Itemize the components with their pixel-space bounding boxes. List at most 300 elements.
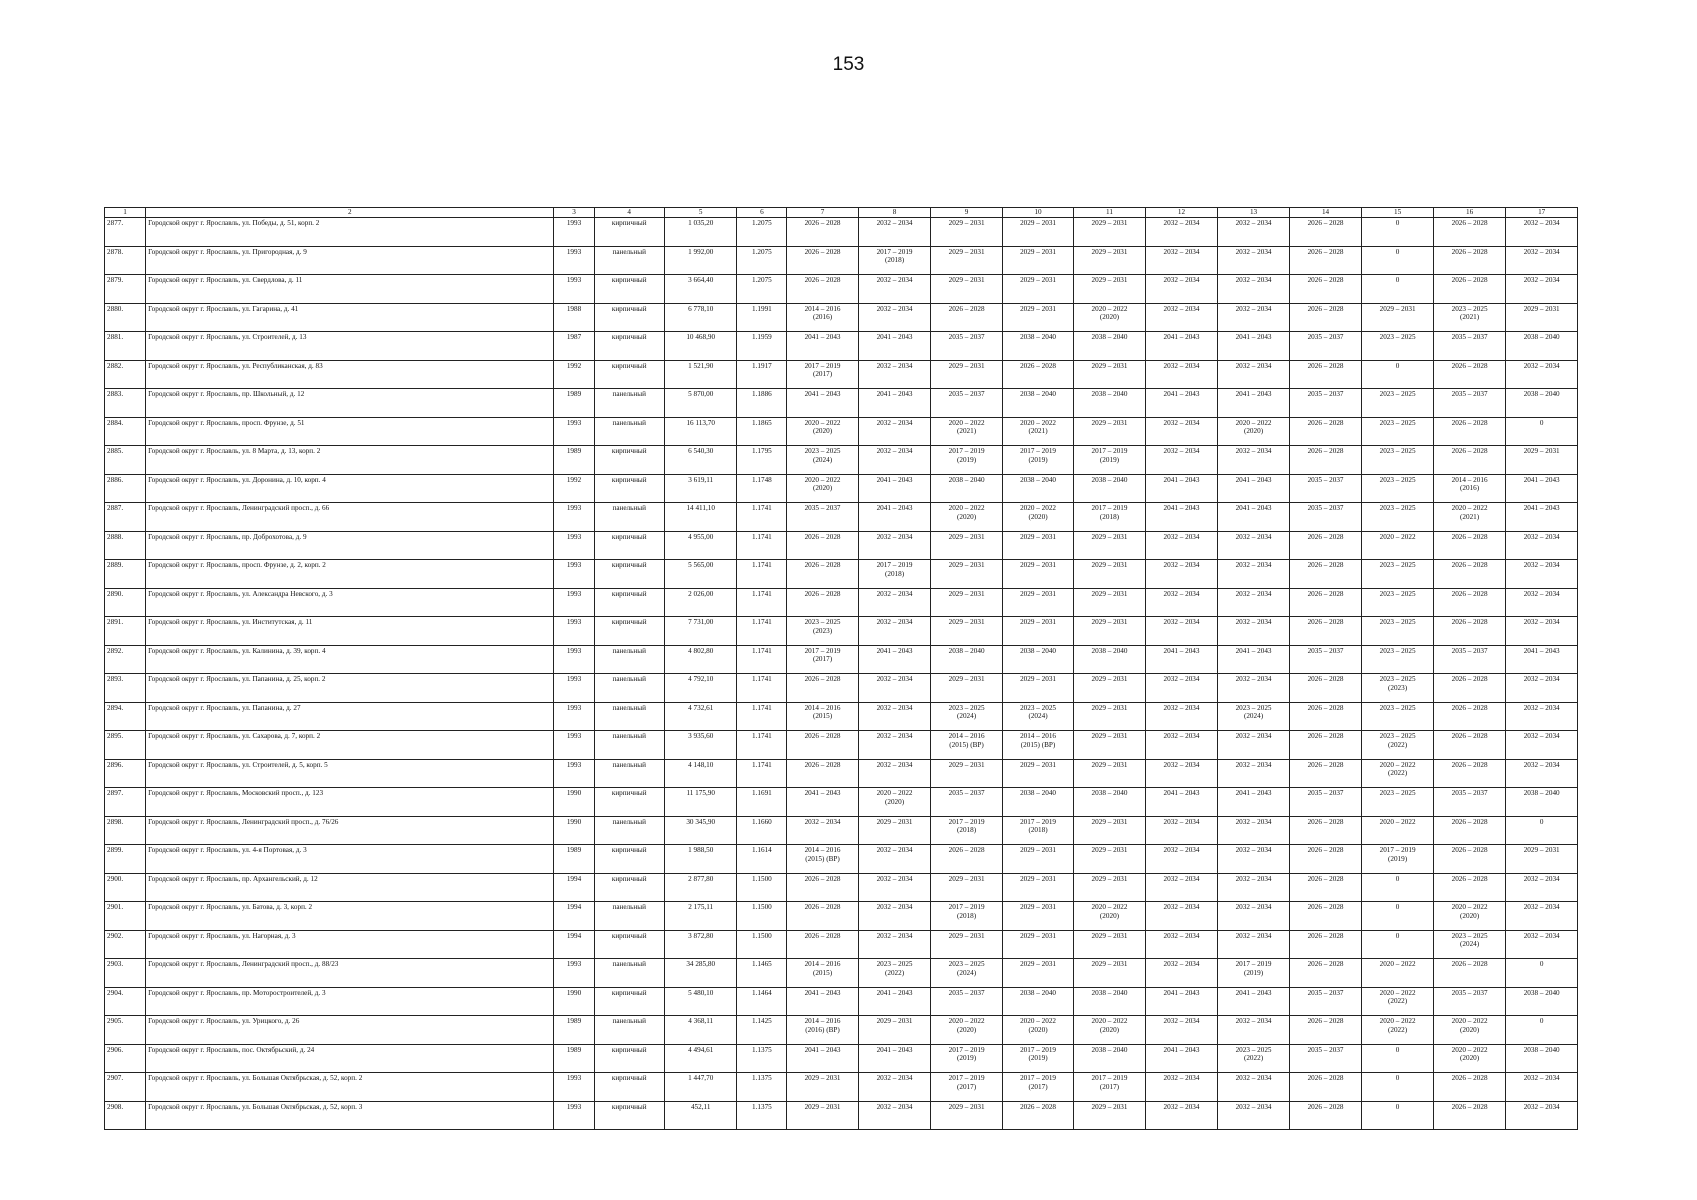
period-col-17-cell: 2032 – 2034	[1506, 930, 1578, 959]
wall-material-cell: панельный	[594, 1016, 664, 1045]
area-cell: 4 494,61	[664, 1044, 737, 1073]
period-col-8-cell: 2041 – 2043	[858, 332, 931, 361]
wall-material-cell: кирпичный	[594, 332, 664, 361]
table-row	[105, 674, 1578, 703]
period-col-16-cell	[1433, 303, 1506, 332]
period-note: (2020)	[1099, 313, 1120, 322]
period-note: (2024)	[956, 968, 977, 977]
year-built-cell: 1994	[554, 873, 594, 902]
period-col-13-cell: 2041 – 2043	[1218, 645, 1289, 674]
period-range: 2017 – 2019	[948, 903, 985, 911]
period-col-14-cell: 2035 – 2037	[1289, 474, 1362, 503]
period-col-12-cell: 2032 – 2034	[1145, 617, 1218, 646]
period-col-16-cell	[1433, 1016, 1506, 1045]
period-note: (2018)	[884, 256, 905, 265]
period-note: (2023)	[1387, 683, 1408, 692]
row-number-cell: 2907.	[105, 1073, 146, 1102]
period-col-9-cell: 2038 – 2040	[931, 645, 1002, 674]
period-col-17-cell: 2032 – 2034	[1506, 588, 1578, 617]
period-col-8-cell: 2032 – 2034	[858, 873, 931, 902]
period-col-9-cell: 2029 – 2031	[931, 1101, 1002, 1130]
period-col-14-cell: 2026 – 2028	[1289, 1101, 1362, 1130]
row-number-cell: 2890.	[105, 588, 146, 617]
period-col-17-cell: 2032 – 2034	[1506, 531, 1578, 560]
wall-material-cell: кирпичный	[594, 1073, 664, 1102]
period-col-17-cell: 2032 – 2034	[1506, 1101, 1578, 1130]
period-col-15-cell	[1362, 1016, 1433, 1045]
column-number-header: 5	[664, 208, 737, 218]
year-built-cell: 1987	[554, 332, 594, 361]
period-col-13-cell: 2041 – 2043	[1218, 788, 1289, 817]
period-range: 2020 – 2022	[1020, 1017, 1056, 1025]
period-col-11-cell	[1074, 1016, 1145, 1045]
period-col-8-cell: 2032 – 2034	[858, 303, 931, 332]
year-built-cell: 1993	[554, 959, 594, 988]
year-built-cell: 1992	[554, 474, 594, 503]
period-range: 2023 – 2025	[948, 703, 985, 712]
year-built-cell: 1992	[554, 360, 594, 389]
period-col-16-cell: 2026 – 2028	[1433, 674, 1506, 703]
period-col-10-cell: 2029 – 2031	[1002, 759, 1073, 788]
row-number-cell: 2904.	[105, 987, 146, 1016]
area-cell: 1 521,90	[664, 360, 737, 389]
period-col-12-cell: 2032 – 2034	[1145, 417, 1218, 446]
period-col-17-cell: 2032 – 2034	[1506, 246, 1578, 275]
period-note: (2017)	[1099, 1082, 1120, 1091]
wall-material-cell: панельный	[594, 816, 664, 845]
period-col-17-cell: 2041 – 2043	[1506, 474, 1578, 503]
area-cell: 4 368,11	[664, 1016, 737, 1045]
period-col-9-cell: 2029 – 2031	[931, 275, 1002, 304]
period-range: 2020 – 2022	[1091, 1017, 1128, 1025]
area-cell: 452,11	[664, 1101, 737, 1130]
period-col-15-cell	[1362, 674, 1433, 703]
wall-material-cell: кирпичный	[594, 987, 664, 1016]
period-col-14-cell: 2026 – 2028	[1289, 560, 1362, 589]
address-cell: Городской округ г. Ярославль, пос. Октябрьский, д. 24	[146, 1044, 554, 1073]
table-row	[105, 902, 1578, 931]
area-cell: 10 468,90	[664, 332, 737, 361]
wall-material-cell: кирпичный	[594, 303, 664, 332]
coefficient-cell: 1.1741	[737, 503, 787, 532]
period-col-15-cell: 0	[1362, 902, 1433, 931]
period-col-9-cell: 2035 – 2037	[931, 788, 1002, 817]
column-number-header: 9	[931, 208, 1002, 218]
table-row	[105, 560, 1578, 589]
area-cell: 4 732,61	[664, 702, 737, 731]
coefficient-cell: 1.2075	[737, 218, 787, 247]
table-row	[105, 617, 1578, 646]
period-col-9-cell: 2029 – 2031	[931, 246, 1002, 275]
period-col-17-cell: 2032 – 2034	[1506, 873, 1578, 902]
period-col-8-cell: 2029 – 2031	[858, 1016, 931, 1045]
year-built-cell: 1993	[554, 417, 594, 446]
area-cell: 6 540,30	[664, 446, 737, 475]
period-note: (2020)	[812, 484, 833, 493]
period-col-11-cell	[1074, 503, 1145, 532]
period-col-10-cell: 2029 – 2031	[1002, 674, 1073, 703]
period-col-13-cell: 2032 – 2034	[1218, 1016, 1289, 1045]
period-col-11-cell: 2038 – 2040	[1074, 389, 1145, 418]
period-col-8-cell: 2032 – 2034	[858, 218, 931, 247]
wall-material-cell: кирпичный	[594, 617, 664, 646]
period-col-7-cell: 2041 – 2043	[787, 987, 858, 1016]
period-col-10-cell: 2029 – 2031	[1002, 902, 1073, 931]
row-number-cell: 2892.	[105, 645, 146, 674]
wall-material-cell: панельный	[594, 959, 664, 988]
row-number-cell: 2894.	[105, 702, 146, 731]
period-col-17-cell: 2032 – 2034	[1506, 218, 1578, 247]
period-note: (2017)	[812, 655, 833, 664]
period-col-14-cell: 2035 – 2037	[1289, 788, 1362, 817]
period-note: (2018)	[956, 826, 977, 835]
year-built-cell: 1993	[554, 702, 594, 731]
period-col-15-cell	[1362, 759, 1433, 788]
period-col-17-cell: 2038 – 2040	[1506, 332, 1578, 361]
period-note: (2024)	[956, 712, 977, 721]
period-col-15-cell: 0	[1362, 1101, 1433, 1130]
year-built-cell: 1990	[554, 987, 594, 1016]
column-number-header: 7	[787, 208, 858, 218]
period-col-8-cell: 2032 – 2034	[858, 617, 931, 646]
address-cell: Городской округ г. Ярославль, ул. Нагорная, д. 3	[146, 930, 554, 959]
period-col-12-cell: 2032 – 2034	[1145, 731, 1218, 760]
period-col-15-cell: 0	[1362, 246, 1433, 275]
period-col-13-cell: 2032 – 2034	[1218, 303, 1289, 332]
period-col-12-cell: 2032 – 2034	[1145, 218, 1218, 247]
period-col-8-cell	[858, 560, 931, 589]
period-col-14-cell: 2026 – 2028	[1289, 617, 1362, 646]
period-col-12-cell: 2032 – 2034	[1145, 845, 1218, 874]
wall-material-cell: кирпичный	[594, 1101, 664, 1130]
period-note: (2016)	[1459, 484, 1480, 493]
period-note: (2018)	[1099, 512, 1120, 521]
period-col-15-cell: 0	[1362, 930, 1433, 959]
row-number-cell: 2885.	[105, 446, 146, 475]
period-col-13-cell: 2032 – 2034	[1218, 218, 1289, 247]
column-number-header: 6	[737, 208, 787, 218]
period-col-7-cell	[787, 1016, 858, 1045]
period-col-13-cell: 2032 – 2034	[1218, 674, 1289, 703]
table-row	[105, 417, 1578, 446]
period-col-15-cell: 0	[1362, 218, 1433, 247]
period-col-13-cell: 2032 – 2034	[1218, 617, 1289, 646]
area-cell: 1 992,00	[664, 246, 737, 275]
period-col-16-cell	[1433, 1044, 1506, 1073]
period-range: 2017 – 2019	[804, 361, 841, 370]
period-col-16-cell: 2026 – 2028	[1433, 845, 1506, 874]
period-col-9-cell: 2026 – 2028	[931, 303, 1002, 332]
year-built-cell: 1989	[554, 845, 594, 874]
row-number-cell: 2905.	[105, 1016, 146, 1045]
table-row	[105, 845, 1578, 874]
table-row	[105, 930, 1578, 959]
table-row	[105, 645, 1578, 674]
period-col-14-cell: 2026 – 2028	[1289, 930, 1362, 959]
period-note: (2020)	[956, 512, 977, 521]
address-cell: Городской округ г. Ярославль, ул. Папанина, д. 27	[146, 702, 554, 731]
period-col-9-cell	[931, 959, 1002, 988]
period-col-15-cell: 2023 – 2025	[1362, 332, 1433, 361]
period-col-17-cell: 2032 – 2034	[1506, 902, 1578, 931]
period-col-14-cell: 2026 – 2028	[1289, 959, 1362, 988]
coefficient-cell: 1.1375	[737, 1044, 787, 1073]
period-col-16-cell: 2026 – 2028	[1433, 218, 1506, 247]
year-built-cell: 1989	[554, 446, 594, 475]
period-col-11-cell: 2029 – 2031	[1074, 1101, 1145, 1130]
year-built-cell: 1993	[554, 645, 594, 674]
year-built-cell: 1993	[554, 1101, 594, 1130]
period-range: 2014 – 2016	[804, 960, 841, 968]
table-body	[105, 218, 1578, 1130]
period-col-12-cell: 2032 – 2034	[1145, 759, 1218, 788]
coefficient-cell: 1.1691	[737, 788, 787, 817]
period-col-11-cell: 2029 – 2031	[1074, 731, 1145, 760]
row-number-cell: 2896.	[105, 759, 146, 788]
period-col-14-cell: 2035 – 2037	[1289, 332, 1362, 361]
wall-material-cell: кирпичный	[594, 531, 664, 560]
area-cell: 34 285,80	[664, 959, 737, 988]
year-built-cell: 1994	[554, 902, 594, 931]
period-range: 2017 – 2019	[1091, 504, 1128, 512]
period-note: (2018)	[884, 569, 905, 578]
coefficient-cell: 1.1741	[737, 759, 787, 788]
period-col-16-cell: 2026 – 2028	[1433, 617, 1506, 646]
period-col-16-cell: 2026 – 2028	[1433, 531, 1506, 560]
period-col-12-cell: 2032 – 2034	[1145, 930, 1218, 959]
column-number-header: 1	[105, 208, 146, 218]
period-col-14-cell: 2035 – 2037	[1289, 645, 1362, 674]
period-col-10-cell: 2038 – 2040	[1002, 788, 1073, 817]
address-cell: Городской округ г. Ярославль, ул. Свердлова, д. 11	[146, 275, 554, 304]
period-range: 2023 – 2025	[1235, 1045, 1272, 1054]
period-col-15-cell	[1362, 987, 1433, 1016]
wall-material-cell: кирпичный	[594, 588, 664, 617]
table-row	[105, 474, 1578, 503]
period-note: (2020)	[1459, 1054, 1480, 1063]
year-built-cell: 1990	[554, 816, 594, 845]
period-col-17-cell: 2032 – 2034	[1506, 275, 1578, 304]
period-range: 2017 – 2019	[876, 561, 913, 569]
area-cell: 3 935,60	[664, 731, 737, 760]
address-cell: Городской округ г. Ярославль, ул. 4-я Портовая, д. 3	[146, 845, 554, 874]
period-col-11-cell: 2029 – 2031	[1074, 759, 1145, 788]
period-col-10-cell: 2029 – 2031	[1002, 617, 1073, 646]
period-col-15-cell: 2020 – 2022	[1362, 959, 1433, 988]
address-cell: Городской округ г. Ярославль, просп. Фрунзе, д. 2, корп. 2	[146, 560, 554, 589]
period-col-12-cell: 2032 – 2034	[1145, 674, 1218, 703]
column-number-header: 17	[1506, 208, 1578, 218]
coefficient-cell: 1.1741	[737, 731, 787, 760]
period-col-7-cell: 2026 – 2028	[787, 873, 858, 902]
period-col-16-cell: 2026 – 2028	[1433, 759, 1506, 788]
period-col-10-cell: 2038 – 2040	[1002, 474, 1073, 503]
period-col-16-cell: 2035 – 2037	[1433, 332, 1506, 361]
period-note: (2021)	[1028, 427, 1048, 436]
period-range: 2023 – 2025	[804, 618, 841, 626]
period-col-11-cell	[1074, 1073, 1145, 1102]
row-number-cell: 2898.	[105, 816, 146, 845]
period-col-12-cell: 2041 – 2043	[1145, 332, 1218, 361]
period-col-7-cell: 2026 – 2028	[787, 531, 858, 560]
period-col-16-cell: 2026 – 2028	[1433, 246, 1506, 275]
period-col-17-cell: 2032 – 2034	[1506, 617, 1578, 646]
period-col-15-cell: 2023 – 2025	[1362, 588, 1433, 617]
coefficient-cell: 1.1917	[737, 360, 787, 389]
period-col-9-cell	[931, 1016, 1002, 1045]
period-col-13-cell	[1218, 959, 1289, 988]
table-row	[105, 588, 1578, 617]
period-col-9-cell	[931, 816, 1002, 845]
period-col-11-cell: 2029 – 2031	[1074, 845, 1145, 874]
period-col-15-cell: 2023 – 2025	[1362, 503, 1433, 532]
period-range: 2014 – 2016	[804, 1017, 841, 1025]
period-col-10-cell: 2029 – 2031	[1002, 275, 1073, 304]
year-built-cell: 1990	[554, 788, 594, 817]
row-number-cell: 2878.	[105, 246, 146, 275]
period-range: 2017 – 2019	[1020, 817, 1056, 826]
period-col-9-cell	[931, 1044, 1002, 1073]
period-col-16-cell: 2035 – 2037	[1433, 389, 1506, 418]
period-col-17-cell: 2032 – 2034	[1506, 1073, 1578, 1102]
period-note: (2017)	[1028, 1082, 1048, 1091]
area-cell: 6 778,10	[664, 303, 737, 332]
period-note: (2023)	[812, 626, 833, 635]
column-number-header: 15	[1362, 208, 1433, 218]
period-col-13-cell: 2032 – 2034	[1218, 531, 1289, 560]
row-number-cell: 2888.	[105, 531, 146, 560]
period-col-14-cell: 2026 – 2028	[1289, 303, 1362, 332]
period-col-9-cell: 2029 – 2031	[931, 930, 1002, 959]
period-col-13-cell: 2032 – 2034	[1218, 731, 1289, 760]
period-col-7-cell: 2041 – 2043	[787, 389, 858, 418]
period-col-14-cell: 2026 – 2028	[1289, 902, 1362, 931]
period-col-7-cell: 2032 – 2034	[787, 816, 858, 845]
period-col-11-cell: 2029 – 2031	[1074, 417, 1145, 446]
area-cell: 2 175,11	[664, 902, 737, 931]
period-col-16-cell: 2026 – 2028	[1433, 1073, 1506, 1102]
table-row	[105, 332, 1578, 361]
period-col-8-cell: 2041 – 2043	[858, 503, 931, 532]
address-cell: Городской округ г. Ярославль, ул. Победы, д. 51, корп. 2	[146, 218, 554, 247]
period-note: (2022)	[1387, 740, 1408, 749]
period-col-10-cell: 2026 – 2028	[1002, 1101, 1073, 1130]
wall-material-cell: панельный	[594, 246, 664, 275]
address-cell: Городской округ г. Ярославль, пр. Моторостроителей, д. 3	[146, 987, 554, 1016]
period-range: 2017 – 2019	[948, 447, 985, 455]
coefficient-cell: 1.1375	[737, 1101, 787, 1130]
period-col-11-cell: 2029 – 2031	[1074, 674, 1145, 703]
period-range: 2023 – 2025	[1451, 931, 1488, 940]
period-col-8-cell: 2032 – 2034	[858, 531, 931, 560]
period-col-14-cell: 2035 – 2037	[1289, 389, 1362, 418]
address-cell: Городской округ г. Ярославль, ул. Папанина, д. 25, корп. 2	[146, 674, 554, 703]
period-note: (2024)	[1243, 712, 1264, 721]
period-col-14-cell: 2026 – 2028	[1289, 759, 1362, 788]
period-col-12-cell: 2032 – 2034	[1145, 303, 1218, 332]
period-col-12-cell: 2041 – 2043	[1145, 389, 1218, 418]
address-cell: Городской округ г. Ярославль, ул. Строителей, д. 13	[146, 332, 554, 361]
table-row	[105, 1016, 1578, 1045]
address-cell: Городской округ г. Ярославль, ул. Институтская, д. 11	[146, 617, 554, 646]
period-col-16-cell: 2026 – 2028	[1433, 1101, 1506, 1130]
period-col-7-cell	[787, 959, 858, 988]
period-note: (2024)	[1028, 712, 1048, 721]
period-col-12-cell: 2041 – 2043	[1145, 1044, 1218, 1073]
period-col-8-cell: 2032 – 2034	[858, 360, 931, 389]
period-col-8-cell: 2029 – 2031	[858, 816, 931, 845]
period-col-13-cell: 2032 – 2034	[1218, 1073, 1289, 1102]
row-number-cell: 2891.	[105, 617, 146, 646]
period-col-16-cell: 2026 – 2028	[1433, 417, 1506, 446]
period-col-16-cell: 2035 – 2037	[1433, 788, 1506, 817]
address-cell: Городской округ г. Ярославль, ул. Большая Октябрьская, д. 52, корп. 3	[146, 1101, 554, 1130]
period-col-17-cell: 2038 – 2040	[1506, 1044, 1578, 1073]
period-col-12-cell: 2032 – 2034	[1145, 1073, 1218, 1102]
area-cell: 1 988,50	[664, 845, 737, 874]
period-col-9-cell: 2035 – 2037	[931, 987, 1002, 1016]
address-cell: Городской округ г. Ярославль, ул. 8 Марта, д. 13, корп. 2	[146, 446, 554, 475]
period-col-17-cell: 2029 – 2031	[1506, 303, 1578, 332]
table-row	[105, 1073, 1578, 1102]
period-col-15-cell: 0	[1362, 1073, 1433, 1102]
table-row	[105, 959, 1578, 988]
period-col-7-cell: 2026 – 2028	[787, 560, 858, 589]
period-col-14-cell: 2026 – 2028	[1289, 246, 1362, 275]
row-number-cell: 2899.	[105, 845, 146, 874]
period-col-17-cell: 2032 – 2034	[1506, 731, 1578, 760]
period-col-8-cell: 2032 – 2034	[858, 731, 931, 760]
period-col-12-cell: 2032 – 2034	[1145, 873, 1218, 902]
page-number: 153	[832, 54, 865, 75]
period-col-9-cell: 2035 – 2037	[931, 389, 1002, 418]
coefficient-cell: 1.1465	[737, 959, 787, 988]
address-cell: Городской округ г. Ярославль, пр. Архангельский, д. 12	[146, 873, 554, 902]
period-note: (2020)	[1028, 1025, 1048, 1034]
period-col-10-cell	[1002, 731, 1073, 760]
period-col-10-cell	[1002, 1073, 1073, 1102]
period-col-12-cell: 2041 – 2043	[1145, 474, 1218, 503]
period-range: 2020 – 2022	[948, 418, 985, 427]
period-note: (2020)	[1028, 512, 1048, 521]
period-col-16-cell	[1433, 902, 1506, 931]
period-col-12-cell: 2032 – 2034	[1145, 560, 1218, 589]
period-col-15-cell: 2020 – 2022	[1362, 531, 1433, 560]
period-col-12-cell: 2032 – 2034	[1145, 816, 1218, 845]
period-range: 2020 – 2022	[1379, 988, 1416, 997]
period-note: (2020)	[1459, 1025, 1480, 1034]
period-range: 2020 – 2022	[1020, 504, 1056, 512]
period-col-9-cell: 2038 – 2040	[931, 474, 1002, 503]
period-range: 2017 – 2019	[1091, 1074, 1128, 1082]
coefficient-cell: 1.1741	[737, 560, 787, 589]
period-col-14-cell: 2026 – 2028	[1289, 674, 1362, 703]
coefficient-cell: 1.2075	[737, 275, 787, 304]
period-col-15-cell: 2023 – 2025	[1362, 389, 1433, 418]
period-col-7-cell: 2026 – 2028	[787, 930, 858, 959]
period-col-10-cell	[1002, 417, 1073, 446]
period-col-8-cell: 2032 – 2034	[858, 845, 931, 874]
period-col-11-cell	[1074, 902, 1145, 931]
period-col-11-cell: 2029 – 2031	[1074, 275, 1145, 304]
period-col-11-cell: 2038 – 2040	[1074, 1044, 1145, 1073]
year-built-cell: 1993	[554, 617, 594, 646]
period-col-8-cell: 2032 – 2034	[858, 275, 931, 304]
year-built-cell: 1993	[554, 560, 594, 589]
period-note: (2016) (ВР)	[805, 1025, 840, 1034]
table-row	[105, 218, 1578, 247]
period-col-7-cell: 2026 – 2028	[787, 588, 858, 617]
